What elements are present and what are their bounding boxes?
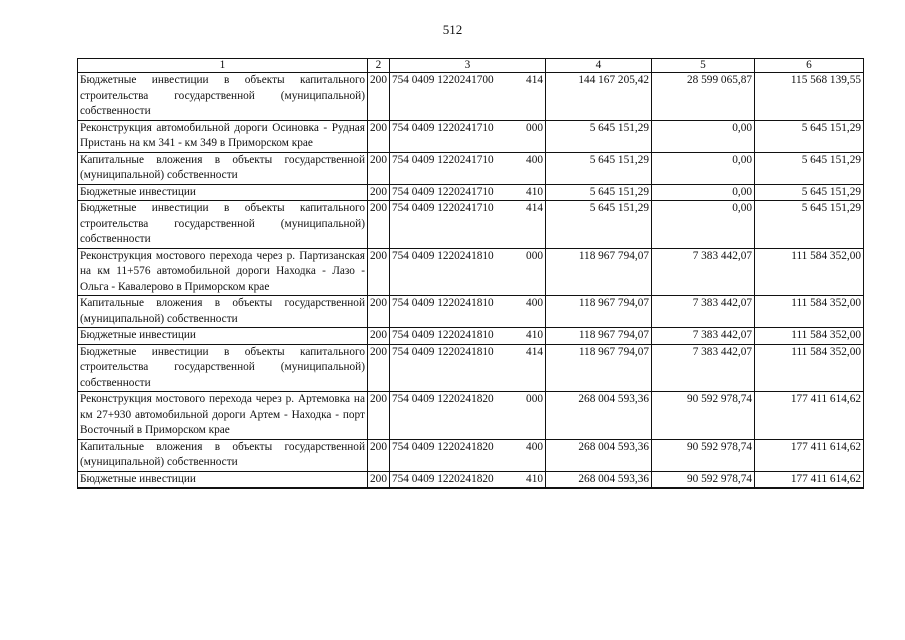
row-description: Реконструкция мостового перехода через р. Артемовка на км 27+930 автомобильной дороги Артем - Находка - порт Восточный в Приморском крае (78, 392, 368, 440)
row-code-200: 200 (368, 184, 390, 201)
row-budget-code (390, 201, 546, 249)
row-code-200: 200 (368, 439, 390, 471)
row-amount-col6: 115 568 139,55 (755, 73, 864, 121)
row-amount-col5: 90 592 978,74 (652, 471, 755, 488)
row-description: Бюджетные инвестиции (78, 471, 368, 488)
row-code-200: 200 (368, 296, 390, 328)
classification-code: 754 0409 1220241710 (392, 121, 494, 134)
row-description: Бюджетные инвестиции (78, 184, 368, 201)
row-amount-col5: 7 383 442,07 (652, 344, 755, 392)
row-description: Бюджетные инвестиции в объекты капитального строительства государственной (муниципальной) собственности (78, 201, 368, 249)
row-amount-col4: 5 645 151,29 (546, 120, 652, 152)
row-amount-col6: 5 645 151,29 (755, 120, 864, 152)
row-amount-col4: 118 967 794,07 (546, 296, 652, 328)
column-header: 1 (78, 59, 368, 73)
row-code-200: 200 (368, 73, 390, 121)
row-amount-col4: 268 004 593,36 (546, 439, 652, 471)
row-amount-col6: 5 645 151,29 (755, 201, 864, 249)
row-amount-col6: 111 584 352,00 (755, 344, 864, 392)
row-budget-code (390, 152, 546, 184)
table-row (78, 201, 864, 249)
row-amount-col4: 5 645 151,29 (546, 201, 652, 249)
row-code-200: 200 (368, 201, 390, 249)
row-description: Бюджетные инвестиции в объекты капитального строительства государственной (муниципальной) собственности (78, 344, 368, 392)
classification-code: 754 0409 1220241710 (392, 153, 494, 166)
table-header-row (78, 59, 864, 73)
row-amount-col6: 111 584 352,00 (755, 328, 864, 345)
expense-type-code: 410 (526, 472, 543, 485)
expense-type-code: 400 (526, 297, 543, 309)
expense-type-code: 400 (526, 153, 543, 166)
row-budget-code (390, 344, 546, 392)
table-row (78, 471, 864, 488)
column-header: 6 (755, 59, 864, 73)
table-row (78, 392, 864, 440)
classification-code: 754 0409 1220241820 (392, 472, 494, 485)
row-amount-col4: 118 967 794,07 (546, 328, 652, 345)
classification-code: 754 0409 1220241710 (392, 202, 494, 214)
expense-type-code: 414 (526, 74, 543, 86)
row-budget-code (390, 73, 546, 121)
expense-type-code: 000 (526, 393, 543, 405)
table-row (78, 120, 864, 152)
expense-type-code: 000 (526, 249, 543, 262)
row-budget-code (390, 471, 546, 488)
row-amount-col6: 111 584 352,00 (755, 296, 864, 328)
classification-code: 754 0409 1220241700 (392, 74, 494, 86)
table-row (78, 328, 864, 345)
classification-code: 754 0409 1220241710 (392, 185, 494, 198)
expense-type-code: 414 (526, 202, 543, 214)
table-row (78, 296, 864, 328)
table-row (78, 439, 864, 471)
row-amount-col5: 0,00 (652, 201, 755, 249)
row-amount-col4: 268 004 593,36 (546, 392, 652, 440)
row-amount-col5: 28 599 065,87 (652, 73, 755, 121)
classification-code: 754 0409 1220241810 (392, 249, 494, 262)
row-amount-col4: 144 167 205,42 (546, 73, 652, 121)
row-amount-col5: 0,00 (652, 152, 755, 184)
row-description: Реконструкция автомобильной дороги Осиновка - Рудная Пристань на км 341 - км 349 в Приморском крае (78, 120, 368, 152)
classification-code: 754 0409 1220241820 (392, 393, 494, 405)
row-budget-code (390, 296, 546, 328)
column-header: 5 (652, 59, 755, 73)
row-amount-col6: 111 584 352,00 (755, 248, 864, 296)
row-budget-code (390, 439, 546, 471)
classification-code: 754 0409 1220241810 (392, 345, 494, 358)
classification-code: 754 0409 1220241810 (392, 297, 494, 309)
row-description: Капитальные вложения в объекты государственной (муниципальной) собственности (78, 296, 368, 328)
row-budget-code (390, 248, 546, 296)
classification-code: 754 0409 1220241820 (392, 440, 494, 453)
table-row (78, 152, 864, 184)
row-description: Капитальные вложения в объекты государственной (муниципальной) собственности (78, 152, 368, 184)
row-amount-col5: 0,00 (652, 184, 755, 201)
row-budget-code (390, 120, 546, 152)
row-amount-col6: 177 411 614,62 (755, 471, 864, 488)
table-body (78, 73, 864, 489)
column-header: 2 (368, 59, 390, 73)
row-amount-col4: 5 645 151,29 (546, 184, 652, 201)
row-code-200: 200 (368, 471, 390, 488)
row-code-200: 200 (368, 248, 390, 296)
row-code-200: 200 (368, 392, 390, 440)
row-description: Реконструкция мостового перехода через р. Партизанская на км 11+576 автомобильной дороги Находка - Лазо - Ольга - Кавалерово в Приморском крае (78, 248, 368, 296)
row-amount-col5: 90 592 978,74 (652, 439, 755, 471)
row-code-200: 200 (368, 152, 390, 184)
row-amount-col5: 90 592 978,74 (652, 392, 755, 440)
row-description: Капитальные вложения в объекты государственной (муниципальной) собственности (78, 439, 368, 471)
row-amount-col4: 5 645 151,29 (546, 152, 652, 184)
row-amount-col5: 0,00 (652, 120, 755, 152)
row-amount-col6: 5 645 151,29 (755, 184, 864, 201)
row-description: Бюджетные инвестиции в объекты капитального строительства государственной (муниципальной) собственности (78, 73, 368, 121)
row-amount-col6: 177 411 614,62 (755, 392, 864, 440)
row-amount-col6: 5 645 151,29 (755, 152, 864, 184)
classification-code: 754 0409 1220241810 (392, 329, 494, 341)
column-header: 3 (390, 59, 546, 73)
row-amount-col4: 118 967 794,07 (546, 248, 652, 296)
budget-table (77, 58, 864, 489)
column-header: 4 (546, 59, 652, 73)
row-budget-code (390, 392, 546, 440)
row-amount-col6: 177 411 614,62 (755, 439, 864, 471)
table-row (78, 248, 864, 296)
row-code-200: 200 (368, 344, 390, 392)
row-amount-col5: 7 383 442,07 (652, 328, 755, 345)
expense-type-code: 410 (526, 185, 543, 198)
row-amount-col4: 268 004 593,36 (546, 471, 652, 488)
table-row (78, 184, 864, 201)
row-budget-code (390, 184, 546, 201)
row-amount-col5: 7 383 442,07 (652, 248, 755, 296)
expense-type-code: 414 (526, 345, 543, 358)
expense-type-code: 400 (526, 440, 543, 453)
row-amount-col5: 7 383 442,07 (652, 296, 755, 328)
expense-type-code: 000 (526, 121, 543, 134)
table-row (78, 73, 864, 121)
row-budget-code (390, 328, 546, 345)
page-number: 512 (442, 22, 463, 37)
row-code-200: 200 (368, 328, 390, 345)
table-row (78, 344, 864, 392)
expense-type-code: 410 (526, 329, 543, 341)
row-code-200: 200 (368, 120, 390, 152)
row-amount-col4: 118 967 794,07 (546, 344, 652, 392)
row-description: Бюджетные инвестиции (78, 328, 368, 345)
